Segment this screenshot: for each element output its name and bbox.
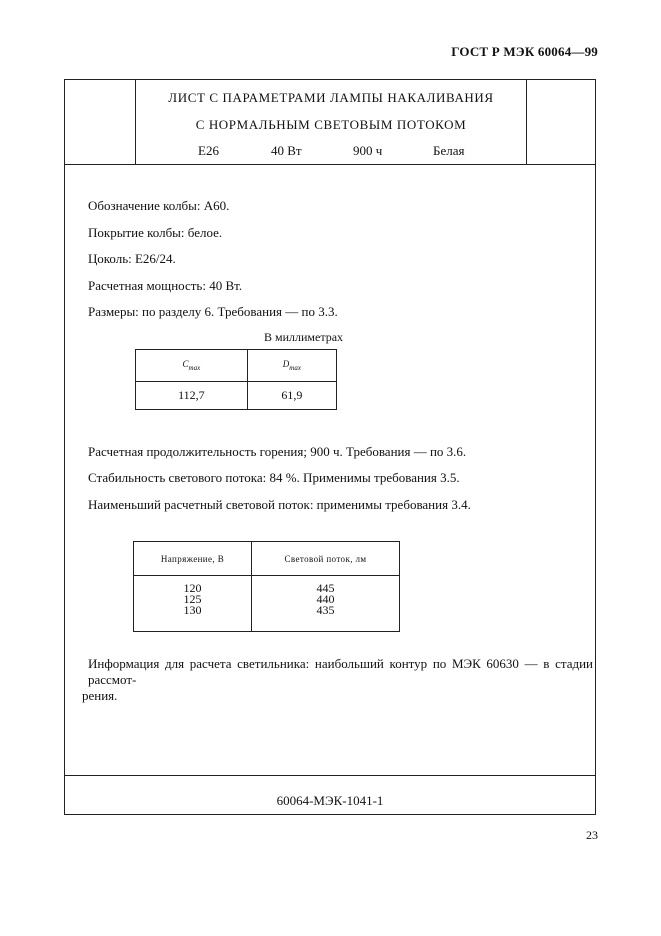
sheet-code: 60064-МЭК-1041-1 xyxy=(276,793,384,808)
dimensions-note: Размеры: по разделу 6. Требования — по 3.3. xyxy=(88,304,338,319)
min-flux-note: Наименьший расчетный световой поток: применимы требования 3.4. xyxy=(88,497,471,512)
table-row-voltage: 125 xyxy=(183,592,202,606)
luminaire-info-line2: рения. xyxy=(82,688,118,703)
table-row-voltage: 130 xyxy=(183,603,202,617)
sheet-life: 900 ч xyxy=(353,143,383,158)
bulb-coating: Покрытие колбы: белое. xyxy=(88,225,223,240)
dim-value-c: 112,7 xyxy=(136,382,248,410)
flux-value-column xyxy=(252,576,400,632)
luminaire-info-line1: Информация для расчета светильника: наибольший контур по МЭК 60630 — в стадии рассмот- xyxy=(88,656,593,687)
bulb-designation: Обозначение колбы: А60. xyxy=(88,198,230,213)
header-right-divider xyxy=(526,79,527,164)
flux-table xyxy=(133,541,400,632)
sheet-cap: Е26 xyxy=(198,143,219,158)
dim-value-d: 61,9 xyxy=(247,382,336,410)
dimensions-table xyxy=(135,349,337,410)
flux-voltage-column xyxy=(134,576,252,632)
luminaire-info xyxy=(82,656,593,704)
table-row-voltage: 120 xyxy=(183,581,202,595)
table-row-flux: 435 xyxy=(316,603,335,617)
units-note: В миллиметрах xyxy=(264,330,344,344)
table-row-flux: 445 xyxy=(316,581,335,595)
dim-header-d: $D_{max}$ xyxy=(247,350,336,382)
dim-header-c: $C_{max}$ xyxy=(136,350,248,382)
footer-top-rule xyxy=(64,775,596,776)
flux-stability: Стабильность светового потока: 84 %. Применимы требования 3.5. xyxy=(88,470,460,485)
rated-power: Расчетная мощность: 40 Вт. xyxy=(88,278,243,293)
table-row-flux: 440 xyxy=(316,592,335,606)
sheet-finish: Белая xyxy=(433,143,465,158)
sheet-power: 40 Вт xyxy=(271,143,302,158)
flux-header-flux: Световой поток, лм xyxy=(252,542,400,576)
cap-type: Цоколь: Е26/24. xyxy=(88,251,176,266)
sheet-title-line2: С НОРМАЛЬНЫМ СВЕТОВЫМ ПОТОКОМ xyxy=(195,117,467,132)
flux-header-voltage: Напряжение, В xyxy=(134,542,252,576)
standard-designation: ГОСТ Р МЭК 60064—99 xyxy=(451,44,598,59)
rated-life: Расчетная продолжительность горения; 900 ч. Требования — по 3.6. xyxy=(88,444,467,459)
page-number: 23 xyxy=(586,828,598,842)
sheet-title-line1: ЛИСТ С ПАРАМЕТРАМИ ЛАМПЫ НАКАЛИВАНИЯ xyxy=(168,90,494,105)
header-bottom-rule xyxy=(64,164,596,165)
